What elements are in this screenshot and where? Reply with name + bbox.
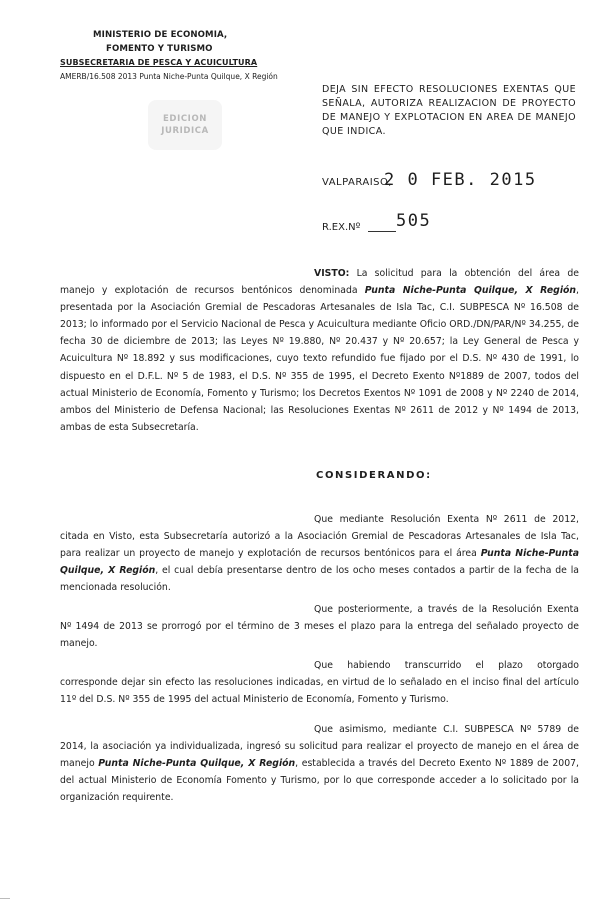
place-label: VALPARAISO, [322,177,393,188]
considerando-paragraph-2 [60,601,579,652]
stamp-line1: EDICION [163,114,207,124]
considerando-paragraph-4 [60,721,579,806]
rex-label: R.EX.Nº [322,222,361,233]
visto-text-1: La solicitud para la obtención del área de manejo y explotación de recursos bentónicos denominada [60,268,579,297]
header-ministry-line1: MINISTERIO DE ECONOMIA, [93,30,228,40]
header-reference: AMERB/16.508 2013 Punta Niche-Punta Quilque, X Región [60,72,278,81]
rex-number: 505 [396,211,432,231]
resolution-title: DEJA SIN EFECTO RESOLUCIONES EXENTAS QUE SEÑALA, AUTORIZA REALIZACION DE PROYECTO DE MANEJO Y EXPLOTACION EN AREA DE MANEJO QUE INDICA. [322,84,576,137]
considerando-4-text-1: Que asimismo, mediante C.I. SUBPESCA Nº 5789 de 2014, la asociación ya individualizada, ingresó su solicitud para realizar el proyecto de manejo en el área de manejo [60,724,579,770]
visto-text-2: , presentada por la Asociación Gremial de Pescadoras Artesanales de Isla Tac, C.I. SUBPESCA Nº 16.508 de 2013; lo informado por el Servicio Nacional de Pesca y Acuicultura mediante Oficio ORD./DN/PAR/Nº 34.255, de fecha 30 de diciembre de 2013; las Leyes Nº 19.880, Nº 20.437 y Nº 20.657; la Ley General de Pesca y Acuicultura Nº 18.892 y sus modificaciones, cuyo texto refundido fue fijado por el D.S. Nº 430 de 1991, lo dispuesto en el D.F.L. Nº 5 de 1983, el D.S. Nº 355 de 1995, el Decreto Exento Nº1889 de 2007, todos del actual Ministerio de Economía, Fomento y Turismo; los Decretos Exentos Nº 1091 de 2008 y Nº 2240 de 2014, ambos del Ministerio de Defensa Nacional; las Resoluciones Exentas Nº 2611 de 2012 y Nº 1494 de 2013, ambas de esta Subsecretaría. [60,285,579,433]
considerando-paragraph-3 [60,657,579,708]
edition-stamp [148,100,222,150]
page-edge-mark [0,898,10,909]
considerando-1-text-2: , el cual debía presentarse dentro de los ocho meses contados a partir de la fecha de la mencionada resolución. [60,565,579,594]
considerando-paragraph-1 [60,511,579,596]
date-stamp: 2 0 FEB. 2015 [384,170,537,190]
stamp-line2: JURIDICA [161,126,209,136]
considerando-1-text-1: Que mediante Resolución Exenta Nº 2611 de 2012, citada en Visto, esta Subsecretaría autorizó a la Asociación Gremial de Pescadoras Artesanales de Isla Tac, para realizar un proyecto de manejo y explotación de recursos bentónicos para el área [60,514,579,560]
considerando-heading: CONSIDERANDO: [316,470,432,481]
header-subsecretaria: SUBSECRETARIA DE PESCA Y ACUICULTURA [60,58,258,67]
considerando-4-area-name: Punta Niche-Punta Quilque, X Región [98,758,296,770]
considerando-2-text: Que posteriormente, a través de la Resolución Exenta Nº 1494 de 2013 se prorrogó por el término de 3 meses el plazo para la entrega del señalado proyecto de manejo. [60,604,579,650]
considerando-4-text-2: , establecida a través del Decreto Exento Nº 1889 de 2007, del actual Ministerio de Economía Fomento y Turismo, por lo que corresponde acceder a lo solicitado por la organización requirente. [60,758,579,804]
visto-area-name: Punta Niche-Punta Quilque, X Región [364,285,577,297]
considerando-3-text: Que habiendo transcurrido el plazo otorgado corresponde dejar sin efecto las resoluciones indicadas, en virtud de lo señalado en el inciso final del artículo 11º del D.S. Nº 355 de 1995 del actual Ministerio de Economía, Fomento y Turismo. [60,660,579,706]
visto-paragraph [60,265,579,436]
rex-underline [368,231,396,232]
header-ministry-line2: FOMENTO Y TURISMO [106,44,213,54]
visto-label: VISTO: [314,268,350,279]
considerando-1-area-name: Punta Niche-Punta Quilque, X Región [60,548,579,577]
